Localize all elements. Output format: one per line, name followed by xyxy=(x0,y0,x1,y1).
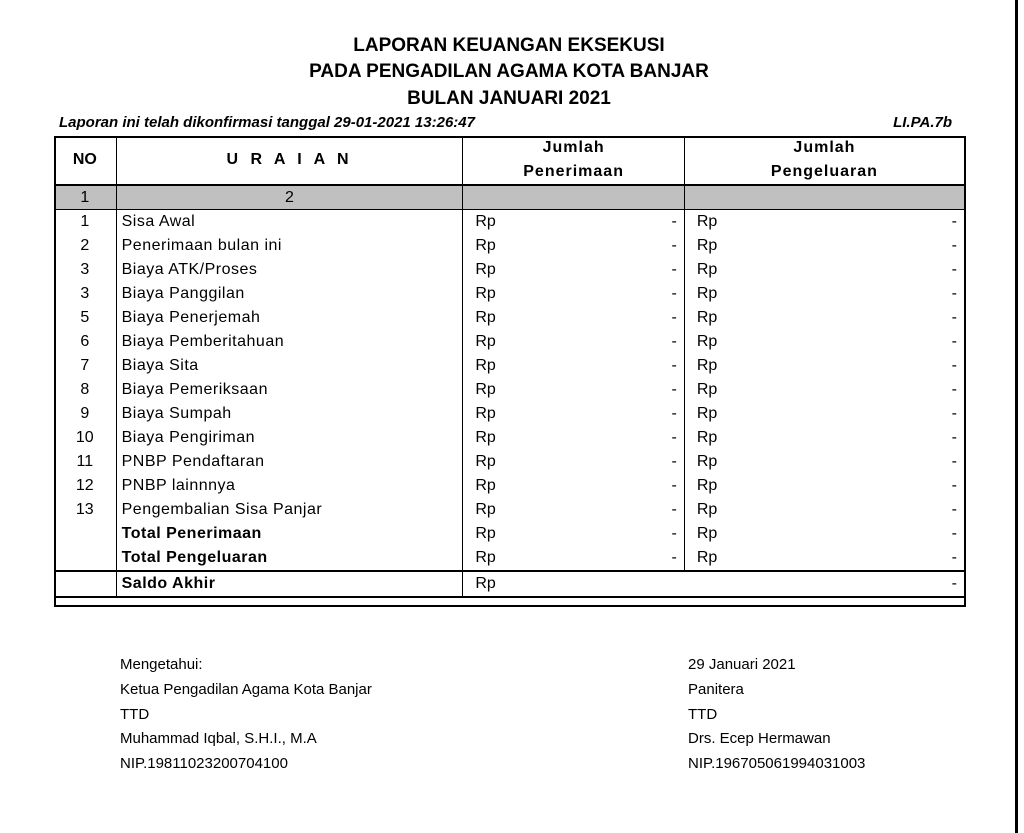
penerimaan-cell xyxy=(463,546,684,571)
penerimaan-cell xyxy=(463,378,684,402)
row-label: PNBP lainnnya xyxy=(116,474,463,498)
header-no: NO xyxy=(54,136,116,185)
amount-value: - xyxy=(671,405,677,422)
column-index-4 xyxy=(684,185,964,210)
header-pengeluaran-line2: Pengeluaran xyxy=(770,163,878,180)
row-label: Total Pengeluaran xyxy=(116,546,463,571)
saldo-akhir-cell xyxy=(463,571,964,597)
currency-label: Rp xyxy=(696,381,718,398)
currency-label: Rp xyxy=(696,309,718,326)
currency-label: Rp xyxy=(696,453,718,470)
table-row xyxy=(54,378,964,402)
column-index-2: 2 xyxy=(116,185,463,210)
currency-label: Rp xyxy=(696,285,718,302)
currency-label: Rp xyxy=(475,525,496,542)
sig-left-line3: TTD xyxy=(120,705,150,723)
row-number: 12 xyxy=(54,474,116,498)
amount-value: - xyxy=(951,501,957,518)
penerimaan-cell xyxy=(463,354,684,378)
row-label: Biaya Panggilan xyxy=(116,282,463,306)
currency-label: Rp xyxy=(475,575,496,592)
amount-value: - xyxy=(671,285,677,302)
pengeluaran-cell xyxy=(684,426,964,450)
pengeluaran-cell xyxy=(684,378,964,402)
penerimaan-cell xyxy=(463,306,684,330)
amount-value: - xyxy=(671,237,677,254)
amount-value: - xyxy=(671,501,677,518)
pengeluaran-cell xyxy=(684,330,964,354)
saldo-akhir-row xyxy=(54,571,964,597)
sig-left-line4: Muhammad Iqbal, S.H.I., M.A xyxy=(120,730,317,748)
table-row xyxy=(54,402,964,426)
currency-label: Rp xyxy=(696,501,718,518)
currency-label: Rp xyxy=(475,237,496,254)
header-pengeluaran-line1: Jumlah xyxy=(793,139,856,156)
sig-right-line3: TTD xyxy=(688,705,718,723)
amount-value: - xyxy=(951,309,957,326)
signature-left xyxy=(120,653,372,777)
amount-value: - xyxy=(951,453,957,470)
currency-label: Rp xyxy=(475,285,496,302)
currency-label: Rp xyxy=(475,357,496,374)
currency-label: Rp xyxy=(696,213,718,230)
currency-label: Rp xyxy=(696,333,718,350)
penerimaan-cell xyxy=(463,210,684,235)
pengeluaran-cell xyxy=(684,498,964,522)
pengeluaran-cell xyxy=(684,546,964,571)
row-label: Sisa Awal xyxy=(116,210,463,235)
penerimaan-cell xyxy=(463,258,684,282)
amount-value: - xyxy=(671,213,677,230)
amount-value: - xyxy=(671,357,677,374)
penerimaan-cell xyxy=(463,450,684,474)
table-row xyxy=(54,306,964,330)
sig-left-line1: Mengetahui: xyxy=(120,656,203,673)
row-number xyxy=(54,522,116,546)
amount-value: - xyxy=(951,357,957,374)
pengeluaran-cell xyxy=(684,474,964,498)
amount-value: - xyxy=(671,525,677,542)
amount-value: - xyxy=(951,405,957,422)
amount-value: - xyxy=(671,333,677,350)
confirmation-note: Laporan ini telah dikonfirmasi tanggal 29-01-2021 13:26:47 xyxy=(59,114,475,131)
row-label: Pengembalian Sisa Panjar xyxy=(116,498,463,522)
pengeluaran-cell xyxy=(684,258,964,282)
penerimaan-cell xyxy=(463,234,684,258)
amount-value: - xyxy=(951,575,957,592)
row-number: 10 xyxy=(54,426,116,450)
table-row xyxy=(54,450,964,474)
row-label: Biaya Pemeriksaan xyxy=(116,378,463,402)
row-number: 5 xyxy=(54,306,116,330)
row-label: PNBP Pendaftaran xyxy=(116,450,463,474)
header-penerimaan-line2: Penerimaan xyxy=(523,163,624,180)
penerimaan-cell xyxy=(463,426,684,450)
currency-label: Rp xyxy=(696,237,718,254)
currency-label: Rp xyxy=(696,405,718,422)
amount-value: - xyxy=(951,549,957,566)
currency-label: Rp xyxy=(475,213,496,230)
penerimaan-cell xyxy=(463,402,684,426)
sig-left-line2: Ketua Pengadilan Agama Kota Banjar xyxy=(120,680,372,698)
header-uraian: U R A I A N xyxy=(116,136,463,185)
pengeluaran-cell xyxy=(684,306,964,330)
currency-label: Rp xyxy=(475,381,496,398)
row-number xyxy=(54,571,116,597)
amount-value: - xyxy=(951,237,957,254)
amount-value: - xyxy=(671,429,677,446)
table-row xyxy=(54,474,964,498)
finance-table xyxy=(54,136,964,598)
currency-label: Rp xyxy=(696,357,718,374)
amount-value: - xyxy=(671,477,677,494)
sig-right-line2: Panitera xyxy=(688,680,744,698)
currency-label: Rp xyxy=(475,501,496,518)
currency-label: Rp xyxy=(696,525,718,542)
court-title: PADA PENGADILAN AGAMA KOTA BANJAR xyxy=(309,61,709,82)
currency-label: Rp xyxy=(475,549,496,566)
row-label: Biaya ATK/Proses xyxy=(116,258,463,282)
table-row xyxy=(54,330,964,354)
row-label: Biaya Sumpah xyxy=(116,402,463,426)
amount-value: - xyxy=(671,309,677,326)
row-label: Biaya Penerjemah xyxy=(116,306,463,330)
amount-value: - xyxy=(671,381,677,398)
report-title: LAPORAN KEUANGAN EKSEKUSI xyxy=(353,35,665,56)
penerimaan-cell xyxy=(463,330,684,354)
pengeluaran-cell xyxy=(684,282,964,306)
amount-value: - xyxy=(951,381,957,398)
penerimaan-cell xyxy=(463,474,684,498)
column-index-row xyxy=(54,185,964,210)
window-edge xyxy=(1015,0,1018,833)
row-number: 11 xyxy=(54,450,116,474)
pengeluaran-cell xyxy=(684,354,964,378)
pengeluaran-cell xyxy=(684,522,964,546)
total-pengeluaran-row xyxy=(54,546,964,571)
header-penerimaan-line1: Jumlah xyxy=(542,139,605,156)
header-penerimaan xyxy=(463,136,684,185)
table-row xyxy=(54,426,964,450)
amount-value: - xyxy=(951,213,957,230)
table-row xyxy=(54,258,964,282)
currency-label: Rp xyxy=(475,429,496,446)
currency-label: Rp xyxy=(475,309,496,326)
period-title: BULAN JANUARI 2021 xyxy=(407,88,611,109)
row-number: 7 xyxy=(54,354,116,378)
pengeluaran-cell xyxy=(684,450,964,474)
table-row xyxy=(54,210,964,235)
pengeluaran-cell xyxy=(684,210,964,235)
currency-label: Rp xyxy=(696,549,718,566)
row-number: 8 xyxy=(54,378,116,402)
amount-value: - xyxy=(951,477,957,494)
penerimaan-cell xyxy=(463,498,684,522)
currency-label: Rp xyxy=(475,333,496,350)
currency-label: Rp xyxy=(475,405,496,422)
currency-label: Rp xyxy=(696,261,718,278)
row-label: Total Penerimaan xyxy=(116,522,463,546)
table-row xyxy=(54,282,964,306)
amount-value: - xyxy=(951,429,957,446)
pengeluaran-cell xyxy=(684,402,964,426)
row-number: 6 xyxy=(54,330,116,354)
sig-left-line5: NIP.19811023200704100 xyxy=(120,755,288,773)
row-label: Saldo Akhir xyxy=(116,571,463,597)
table-row xyxy=(54,498,964,522)
amount-value: - xyxy=(951,285,957,302)
amount-value: - xyxy=(671,549,677,566)
currency-label: Rp xyxy=(475,453,496,470)
row-number: 2 xyxy=(54,234,116,258)
row-number: 13 xyxy=(54,498,116,522)
row-number: 3 xyxy=(54,258,116,282)
amount-value: - xyxy=(951,333,957,350)
table-row xyxy=(54,234,964,258)
amount-value: - xyxy=(951,261,957,278)
row-label: Biaya Sita xyxy=(116,354,463,378)
header-pengeluaran xyxy=(684,136,964,185)
amount-value: - xyxy=(671,453,677,470)
currency-label: Rp xyxy=(696,477,718,494)
currency-label: Rp xyxy=(696,429,718,446)
table-header xyxy=(54,136,964,185)
row-number: 3 xyxy=(54,282,116,306)
currency-label: Rp xyxy=(475,477,496,494)
sig-right-line1: 29 Januari 2021 xyxy=(688,656,796,673)
row-number xyxy=(54,546,116,571)
pengeluaran-cell xyxy=(684,234,964,258)
penerimaan-cell xyxy=(463,522,684,546)
sig-right-line5: NIP.196705061994031003 xyxy=(688,755,866,773)
column-index-1: 1 xyxy=(54,185,116,210)
row-label: Biaya Pengiriman xyxy=(116,426,463,450)
row-label: Biaya Pemberitahuan xyxy=(116,330,463,354)
row-number: 1 xyxy=(54,210,116,235)
column-index-3 xyxy=(463,185,684,210)
row-label: Penerimaan bulan ini xyxy=(116,234,463,258)
form-code: LI.PA.7b xyxy=(893,114,952,131)
currency-label: Rp xyxy=(475,261,496,278)
total-penerimaan-row xyxy=(54,522,964,546)
amount-value: - xyxy=(671,261,677,278)
penerimaan-cell xyxy=(463,282,684,306)
signature-right xyxy=(688,653,865,777)
amount-value: - xyxy=(951,525,957,542)
sig-right-line4: Drs. Ecep Hermawan xyxy=(688,730,831,748)
row-number: 9 xyxy=(54,402,116,426)
table-row xyxy=(54,354,964,378)
